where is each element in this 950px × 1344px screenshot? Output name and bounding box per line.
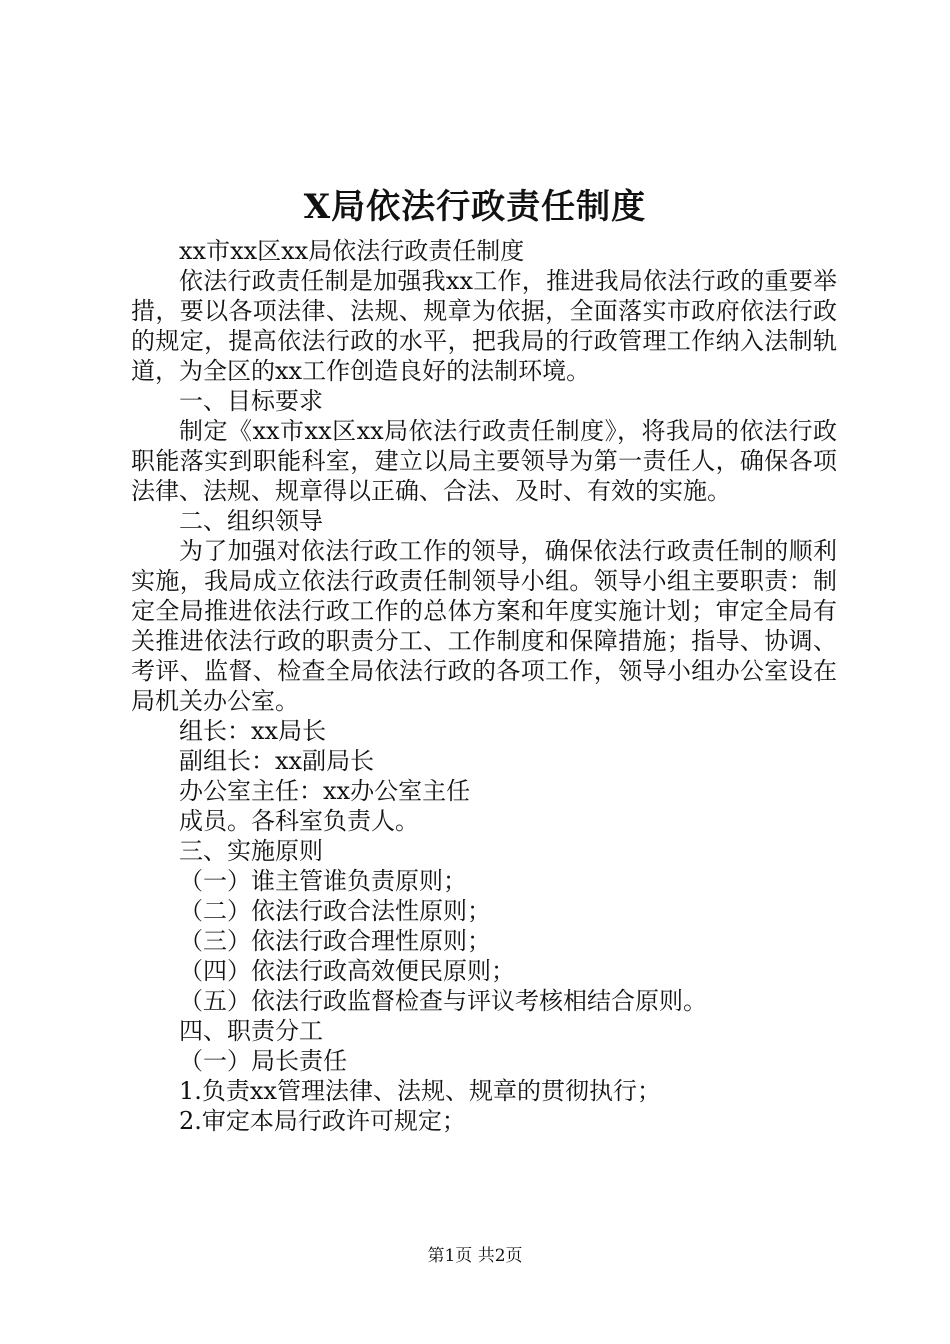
document-body xyxy=(131,236,837,1136)
section-heading-leadership: 二、组织领导 xyxy=(179,507,323,535)
paragraph-leadership: 为了加强对依法行政工作的领导，确保依法行政责任制的顺利实施，我局成立依法行政责任制领导小组。领导小组主要职责：制定全局推进依法行政工作的总体方案和年度实施计划；审定全局有关推进依法行政的职责分工、工作制度和保障措施；指导、协调、考评、监督、检查全局依法行政的各项工作，领导小组办公室设在局机关办公室。 xyxy=(131,537,837,715)
paragraph-intro: 依法行政责任制是加强我xx工作，推进我局依法行政的重要举措，要以各项法律、法规、规章为依据，全面落实市政府依法行政的规定，提高依法行政的水平，把我局的行政管理工作纳入法制轨道，为全区的xx工作创造良好的法制环境。 xyxy=(131,267,837,385)
paragraph-group-leader: 组长：xx局长 xyxy=(179,717,327,745)
paragraph-office-director: 办公室主任：xx办公室主任 xyxy=(179,777,471,805)
principle-item: （一）谁主管谁负责原则； xyxy=(179,867,467,895)
paragraph-deputy-leader: 副组长：xx副局长 xyxy=(179,747,375,775)
document-title: X局依法行政责任制度 xyxy=(303,187,647,227)
principle-item: （三）依法行政合理性原则； xyxy=(179,927,491,955)
paragraph-subtitle: xx市xx区xx局依法行政责任制度 xyxy=(179,237,525,265)
section-heading-goals: 一、目标要求 xyxy=(179,387,323,415)
principle-item: （二）依法行政合法性原则； xyxy=(179,897,491,925)
duty-item: 2.审定本局行政许可规定； xyxy=(179,1107,466,1135)
principle-item: （四）依法行政高效便民原则； xyxy=(179,957,515,985)
principle-item: （五）依法行政监督检查与评议考核相结合原则。 xyxy=(179,987,707,1015)
section-heading-principles: 三、实施原则 xyxy=(179,837,323,865)
paragraph-members: 成员。各科室负责人。 xyxy=(179,807,419,835)
paragraph-goals: 制定《xx市xx区xx局依法行政责任制度》，将我局的依法行政职能落实到职能科室，建立以局主要领导为第一责任人，确保各项法律、法规、规章得以正确、合法、及时、有效的实施。 xyxy=(131,417,837,505)
section-heading-duties: 四、职责分工 xyxy=(179,1017,323,1045)
duty-item: 1.负责xx管理法律、法规、规章的贯彻执行； xyxy=(179,1077,661,1105)
subsection-heading-director: （一）局长责任 xyxy=(179,1047,347,1075)
page-footer: 第1页 共2页 xyxy=(427,1246,523,1266)
